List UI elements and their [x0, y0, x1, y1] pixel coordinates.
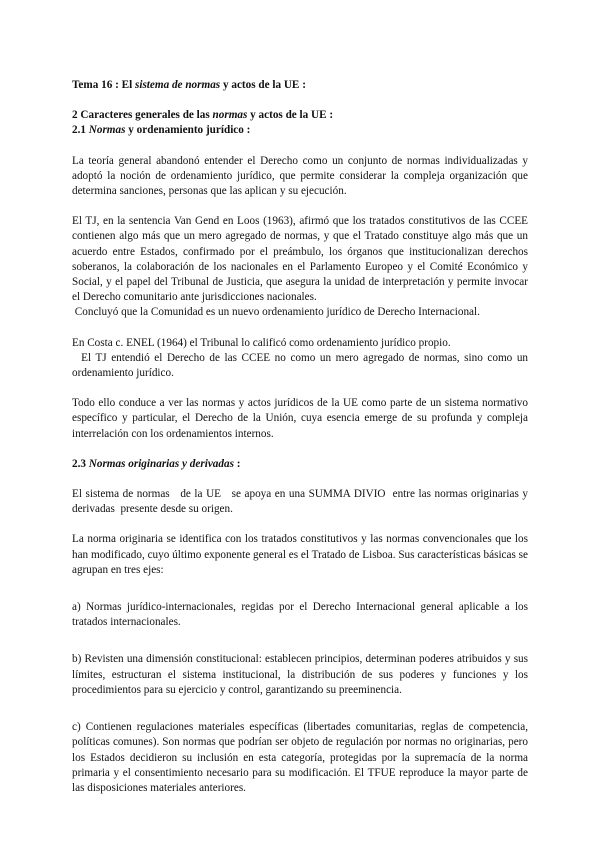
paragraph-teoria-general: La teoría general abandonó entender el Derecho como un conjunto de normas individualizadas y adoptó la noción de ordenamiento jurídico, que permite considerar la compleja organización que determina sanciones, personas que las aplican y su ejecución.	[72, 154, 528, 198]
paragraph-costa-enel: En Costa c. ENEL (1964) el Tribunal lo calificó como ordenamiento jurídico propio.	[72, 336, 451, 349]
list-item-c: c) Contienen regulaciones materiales específicas (libertades comunitarias, reglas de competencia, políticas comunes). Son normas que podrían ser objeto de regulación por normas no originarias, pero los Estados decidieron su inclusión en esta categoría, protegidas por la supremacía de la norma primaria y el consentimiento necesario para su modificación. El TFUE reproduce la mayor parte de las disposiciones materiales anteriores.	[72, 721, 528, 794]
section-heading-originarias-derivadas: 2.3 Normas originarias y derivadas :	[72, 457, 241, 470]
paragraph-todo-ello: Todo ello conduce a ver las normas y actos jurídicos de la UE como parte de un sistema normativo específico y particular, el Derecho de la Unión, cuya esencia emerge de su profunda y compleja interrelación con los ordenamientos internos.	[72, 397, 528, 440]
section-heading-normas-ordenamiento: 2.1 Normas y ordenamiento jurídico :	[72, 124, 251, 137]
paragraph-summa-divio: El sistema de normas de la UE se apoya en una SUMMA DIVIO entre las normas originarias y derivadas presente desde su origen.	[72, 488, 531, 516]
list-item-a: a) Normas jurídico-internacionales, regidas por el Derecho Internacional general aplicable a los tratados internacionales.	[72, 601, 528, 629]
paragraph-norma-originaria: La norma originaria se identifica con los tratados constitutivos y las normas convencionales que los han modificado, cuyo último exponente general es el Tratado de Lisboa. Sus características básicas se agrupan en tres ejes:	[72, 533, 528, 576]
paragraph-tj-entendio: El TJ entendió el Derecho de las CCEE no como un mero agregado de normas, sino como un ordenamiento jurídico.	[72, 351, 531, 380]
paragraph-conclusion: Concluyó que la Comunidad es un nuevo ordenamiento jurídico de Derecho Internacional.	[72, 306, 480, 319]
list-item-b: b) Revisten una dimensión constitucional: establecen principios, determinan poderes atribuidos y sus límites, estructuran el sistema institucional, la distribución de sus poderes y funciones y los procedimientos para su ejercicio y control, garantizando su preeminencia.	[72, 653, 528, 696]
paragraph-van-gend: El TJ, en la sentencia Van Gend en Loos (1963), afirmó que los tratados constitutivos de las CCEE contienen algo más que un mero agregado de normas, y que el Tratado constituye algo más que un acuerdo entre Estados, confirmado por el preámbulo, los órganos que institucionalizan derechos soberanos, la colaboración de los nacionales en el Parlamento Europeo y el Comité Económico y Social, y el papel del Tribunal de Justicia, que asegura la unidad de interpretación y permite invocar el Derecho comunitario ante jurisdicciones nacionales.	[72, 215, 528, 304]
section-heading-caracteres: 2 Caracteres generales de las normas y actos de la UE :	[72, 109, 334, 122]
document-title: Tema 16 : El sistema de normas y actos de la UE :	[72, 79, 306, 91]
